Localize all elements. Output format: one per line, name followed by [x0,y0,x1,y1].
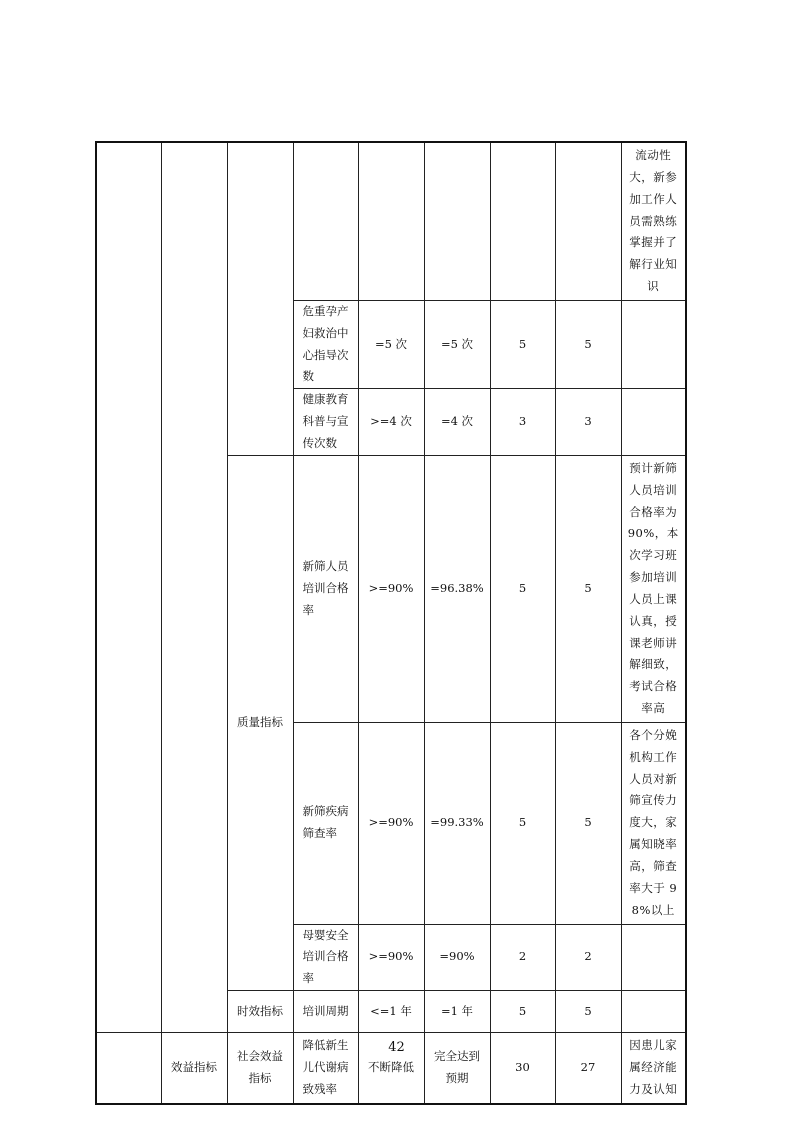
indicator-name-cell: 降低新生儿代谢病致残率 [293,1033,358,1104]
indicator-name-cell: 健康教育科普与宣传次数 [293,389,358,456]
weight-cell: 5 [490,991,555,1033]
actual-value-cell: =5 次 [424,300,490,388]
score-cell: 5 [555,991,621,1033]
deviation-note-cell [621,389,686,456]
deviation-note-cell: 因患儿家属经济能力及认知 [621,1033,686,1104]
indicator-name-cell: 新筛人员培训合格率 [293,455,358,722]
level2-indicator-cell [161,142,227,1033]
score-cell: 5 [555,300,621,388]
score-cell: 3 [555,389,621,456]
indicator-name-cell: 培训周期 [293,991,358,1033]
table-row [96,142,686,300]
indicator-name-cell: 危重孕产妇救治中心指导次数 [293,300,358,388]
weight-cell: 5 [490,722,555,924]
score-cell: 27 [555,1033,621,1104]
indicator-name-cell [293,142,358,300]
target-value-cell: =5 次 [358,300,424,388]
weight-cell: 5 [490,300,555,388]
actual-value-cell: =90% [424,924,490,991]
actual-value-cell: =1 年 [424,991,490,1033]
level3-indicator-cell: 社会效益指标 [227,1033,293,1104]
deviation-note-cell [621,924,686,991]
indicator-name-cell: 母婴安全培训合格率 [293,924,358,991]
deviation-note-cell: 各个分娩机构工作人员对新筛宣传力度大，家属知晓率高，筛查率大于 98%以上 [621,722,686,924]
weight-cell: 5 [490,455,555,722]
weight-cell: 30 [490,1033,555,1104]
deviation-note-cell: 流动性大，新参加工作人员需熟练掌握并了解行业知识 [621,142,686,300]
level2-indicator-cell: 效益指标 [161,1033,227,1104]
target-value-cell: >=90% [358,722,424,924]
target-value-cell: >=4 次 [358,389,424,456]
target-value-cell: <=1 年 [358,991,424,1033]
actual-value-cell: =4 次 [424,389,490,456]
level3-indicator-cell: 时效指标 [227,991,293,1033]
score-cell [555,142,621,300]
weight-cell [490,142,555,300]
target-value-cell: >=90% [358,924,424,991]
actual-value-cell: 完全达到预期 [424,1033,490,1104]
actual-value-cell: =96.38% [424,455,490,722]
level3-indicator-cell: 质量指标 [227,455,293,990]
target-value-cell [358,142,424,300]
deviation-note-cell [621,300,686,388]
target-value-cell: >=90% [358,455,424,722]
weight-cell: 2 [490,924,555,991]
level1-indicator-cell [96,142,161,1033]
score-cell: 2 [555,924,621,991]
level3-indicator-cell [227,142,293,455]
deviation-note-cell [621,991,686,1033]
target-value-cell: 不断降低 [358,1033,424,1104]
score-cell: 5 [555,455,621,722]
actual-value-cell [424,142,490,300]
deviation-note-cell: 预计新筛人员培训合格率为90%，本次学习班参加培训人员上课认真，授课老师讲解细致，考试合格率高 [621,455,686,722]
actual-value-cell: =99.33% [424,722,490,924]
weight-cell: 3 [490,389,555,456]
indicator-name-cell: 新筛疾病筛查率 [293,722,358,924]
performance-indicator-table [95,141,687,1105]
score-cell: 5 [555,722,621,924]
page-number: 42 [388,1040,405,1055]
